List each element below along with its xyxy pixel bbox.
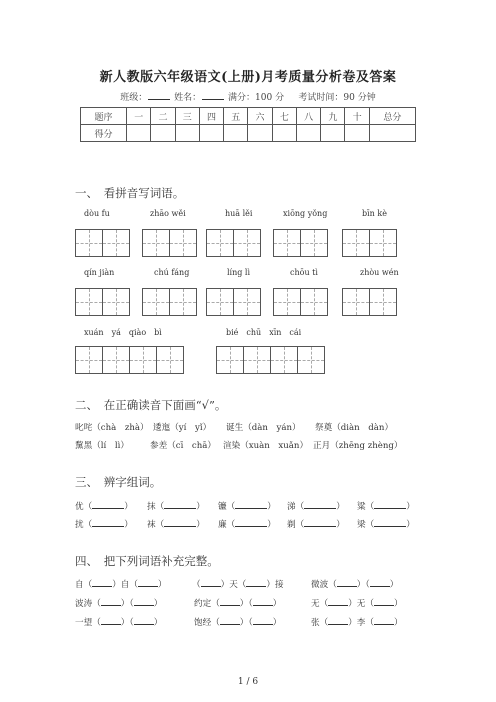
section-4-title: 四、 把下列词语补充完整。 <box>75 554 219 568</box>
pinyin-label: chōu tì <box>290 268 318 277</box>
full-score: 满分：100 分 <box>228 93 285 103</box>
reading-item: 黧黑（lí lì） <box>75 441 129 451</box>
answer-blank[interactable] <box>328 597 348 606</box>
writing-cell[interactable] <box>129 346 157 374</box>
score-header-cell: 一 <box>127 108 151 125</box>
answer-blank[interactable] <box>374 597 394 606</box>
score-cell[interactable] <box>321 125 345 142</box>
writing-cell[interactable] <box>75 346 103 374</box>
char-label: 梁 <box>357 520 366 530</box>
char-label: 廉 <box>218 520 227 530</box>
exam-time: 考试时间：90 分钟 <box>298 93 376 103</box>
word-group-row: 涕（ ） <box>287 502 345 512</box>
pinyin-label: chú fáng <box>154 268 190 277</box>
writing-cell[interactable] <box>75 229 103 257</box>
pinyin-label: bīn kè <box>362 209 387 218</box>
writing-cell[interactable] <box>102 346 130 374</box>
name-label: 姓名： <box>174 93 202 103</box>
writing-cell[interactable] <box>216 346 244 374</box>
writing-cell[interactable] <box>206 229 234 257</box>
page-number: 1 / 6 <box>237 677 259 687</box>
answer-blank[interactable] <box>374 616 394 625</box>
word-group-row: 剃（ ） <box>287 520 345 530</box>
pinyin-label: qín jiàn <box>84 268 115 277</box>
pinyin-label: bié chū xīn cái <box>226 328 302 337</box>
score-header-cell: 二 <box>151 108 175 125</box>
writing-cell[interactable] <box>142 288 170 316</box>
word-group-row: 扰（ ） <box>75 520 133 530</box>
char-label: 扰 <box>75 520 84 530</box>
writing-cell[interactable] <box>169 229 197 257</box>
reading-item: 参差（cī chā） <box>150 441 217 451</box>
score-cell[interactable] <box>199 125 223 142</box>
answer-blank[interactable] <box>337 578 357 587</box>
pinyin-label: xuán yá qiào bì <box>84 328 162 337</box>
score-header-cell: 七 <box>272 108 296 125</box>
score-header-cell: 三 <box>175 108 199 125</box>
section-1-title: 一、 看拼音写词语。 <box>75 186 185 200</box>
writing-cell[interactable] <box>206 288 234 316</box>
writing-cell[interactable] <box>300 288 328 316</box>
answer-blank[interactable] <box>138 578 158 587</box>
answer-blank[interactable] <box>201 578 221 587</box>
score-row-label: 得分 <box>81 125 127 142</box>
reading-item: 祭奠（diàn dàn） <box>315 423 394 433</box>
pinyin-label: xiōng yǒng <box>283 209 328 218</box>
answer-blank[interactable] <box>101 597 121 606</box>
answer-blank[interactable] <box>328 616 348 625</box>
writing-cell[interactable] <box>369 288 397 316</box>
pinyin-label: huā lěi <box>225 209 253 218</box>
answer-blank[interactable] <box>134 597 154 606</box>
answer-blank[interactable] <box>235 500 267 509</box>
writing-cell[interactable] <box>102 229 130 257</box>
answer-blank[interactable] <box>374 518 406 527</box>
score-cell[interactable] <box>127 125 151 142</box>
word-group-row: 粱（ ） <box>357 502 415 512</box>
writing-cell[interactable] <box>233 229 261 257</box>
writing-cell[interactable] <box>75 288 103 316</box>
writing-cell[interactable] <box>102 288 130 316</box>
char-label: 袜 <box>147 520 156 530</box>
exam-info <box>0 90 496 103</box>
idiom-item: 自（ ）自（ ） <box>75 580 167 590</box>
answer-blank[interactable] <box>92 500 124 509</box>
score-header-row <box>81 108 416 125</box>
reading-item: 逶迤（yí yǐ） <box>153 423 212 433</box>
score-cell[interactable] <box>296 125 320 142</box>
idiom-item: 张（ ）李（ ） <box>311 618 403 628</box>
idiom-item: 饱经（ ）（ ） <box>194 618 282 628</box>
writing-cell[interactable] <box>156 346 184 374</box>
answer-blank[interactable] <box>164 518 196 527</box>
writing-cell[interactable] <box>300 229 328 257</box>
page-title: 新人教版六年级语文(上册)月考质量分析卷及答案 <box>99 70 397 85</box>
answer-blank[interactable] <box>370 578 390 587</box>
answer-blank[interactable] <box>235 518 267 527</box>
score-header-cell: 九 <box>321 108 345 125</box>
score-value-row <box>81 125 416 142</box>
score-header-cell: 十 <box>345 108 369 125</box>
score-cell[interactable] <box>224 125 248 142</box>
score-header-cell: 六 <box>248 108 272 125</box>
word-group-row: 梁（ ） <box>357 520 415 530</box>
score-header-cell: 五 <box>224 108 248 125</box>
reading-item: 叱咤（chà zhà） <box>75 423 149 433</box>
score-cell[interactable] <box>369 125 415 142</box>
char-label: 粱 <box>357 502 366 512</box>
char-label: 抹 <box>147 502 156 512</box>
answer-blank[interactable] <box>304 518 336 527</box>
writing-cell[interactable] <box>270 346 298 374</box>
pinyin-label: líng lì <box>227 268 251 277</box>
answer-blank[interactable] <box>92 518 124 527</box>
reading-item: 渲染（xuàn xuǎn） <box>223 441 309 451</box>
pinyin-label: zhāo wěi <box>150 209 186 218</box>
answer-blank[interactable] <box>164 500 196 509</box>
writing-cell[interactable] <box>369 229 397 257</box>
writing-cell[interactable] <box>273 288 301 316</box>
answer-blank[interactable] <box>220 616 240 625</box>
writing-cell[interactable] <box>169 288 197 316</box>
writing-grid[interactable] <box>75 229 129 257</box>
writing-grid[interactable] <box>75 346 183 374</box>
reading-item: 正月（zhēng zhèng） <box>313 441 403 451</box>
writing-cell[interactable] <box>142 229 170 257</box>
answer-blank[interactable] <box>101 616 121 625</box>
writing-cell[interactable] <box>297 346 325 374</box>
writing-cell[interactable] <box>273 229 301 257</box>
writing-cell[interactable] <box>342 288 370 316</box>
writing-grid[interactable] <box>342 229 396 257</box>
idiom-item: 无（ ）无（ ） <box>311 599 403 609</box>
section-2-title: 二、 在正确读音下面画“√”。 <box>75 398 227 412</box>
idiom-item: 约定（ ）（ ） <box>194 599 282 609</box>
answer-blank[interactable] <box>92 578 112 587</box>
writing-grid[interactable] <box>206 288 260 316</box>
answer-blank[interactable] <box>253 597 273 606</box>
idiom-item: 波涛（ ）（ ） <box>75 599 163 609</box>
score-table <box>80 107 416 142</box>
score-header-cell: 题序 <box>81 108 127 125</box>
score-cell[interactable] <box>345 125 369 142</box>
writing-cell[interactable] <box>233 288 261 316</box>
score-header-cell: 四 <box>199 108 223 125</box>
answer-blank[interactable] <box>304 500 336 509</box>
score-header-cell: 八 <box>296 108 320 125</box>
answer-blank[interactable] <box>374 500 406 509</box>
word-group-row: 廉（ ） <box>218 520 276 530</box>
char-label: 剃 <box>287 520 296 530</box>
char-label: 镰 <box>218 502 227 512</box>
score-cell[interactable] <box>175 125 199 142</box>
pinyin-label: zhòu wén <box>360 268 399 277</box>
answer-blank[interactable] <box>134 616 154 625</box>
score-cell[interactable] <box>151 125 175 142</box>
writing-grid[interactable] <box>273 229 327 257</box>
writing-grid[interactable] <box>273 288 327 316</box>
idiom-item: 一望（ ）（ ） <box>75 618 163 628</box>
word-group-row: 袜（ ） <box>147 520 205 530</box>
writing-grid[interactable] <box>206 229 260 257</box>
writing-grid[interactable] <box>342 288 396 316</box>
word-group-row: 抹（ ） <box>147 502 205 512</box>
writing-grid[interactable] <box>216 346 324 374</box>
answer-blank[interactable] <box>246 578 266 587</box>
idiom-item: （ ）天（ ）接 <box>192 580 284 590</box>
writing-grid[interactable] <box>142 288 196 316</box>
class-blank <box>148 91 170 100</box>
score-header-cell: 总分 <box>369 108 415 125</box>
writing-cell[interactable] <box>342 229 370 257</box>
answer-blank[interactable] <box>220 597 240 606</box>
section-3-title: 三、 辨字组词。 <box>75 475 162 489</box>
char-label: 涕 <box>287 502 296 512</box>
class-label: 班级： <box>120 93 148 103</box>
answer-blank[interactable] <box>253 616 273 625</box>
char-label: 优 <box>75 502 84 512</box>
score-cell[interactable] <box>248 125 272 142</box>
writing-cell[interactable] <box>243 346 271 374</box>
writing-grid[interactable] <box>142 229 196 257</box>
word-group-row: 优（ ） <box>75 502 133 512</box>
writing-grid[interactable] <box>75 288 129 316</box>
score-cell[interactable] <box>272 125 296 142</box>
word-group-row: 镰（ ） <box>218 502 276 512</box>
pinyin-label: dòu fu <box>84 209 110 218</box>
idiom-item: 微波（ ）（ ） <box>311 580 399 590</box>
name-blank <box>202 91 224 100</box>
reading-item: 诞生（dàn yán） <box>226 423 301 433</box>
